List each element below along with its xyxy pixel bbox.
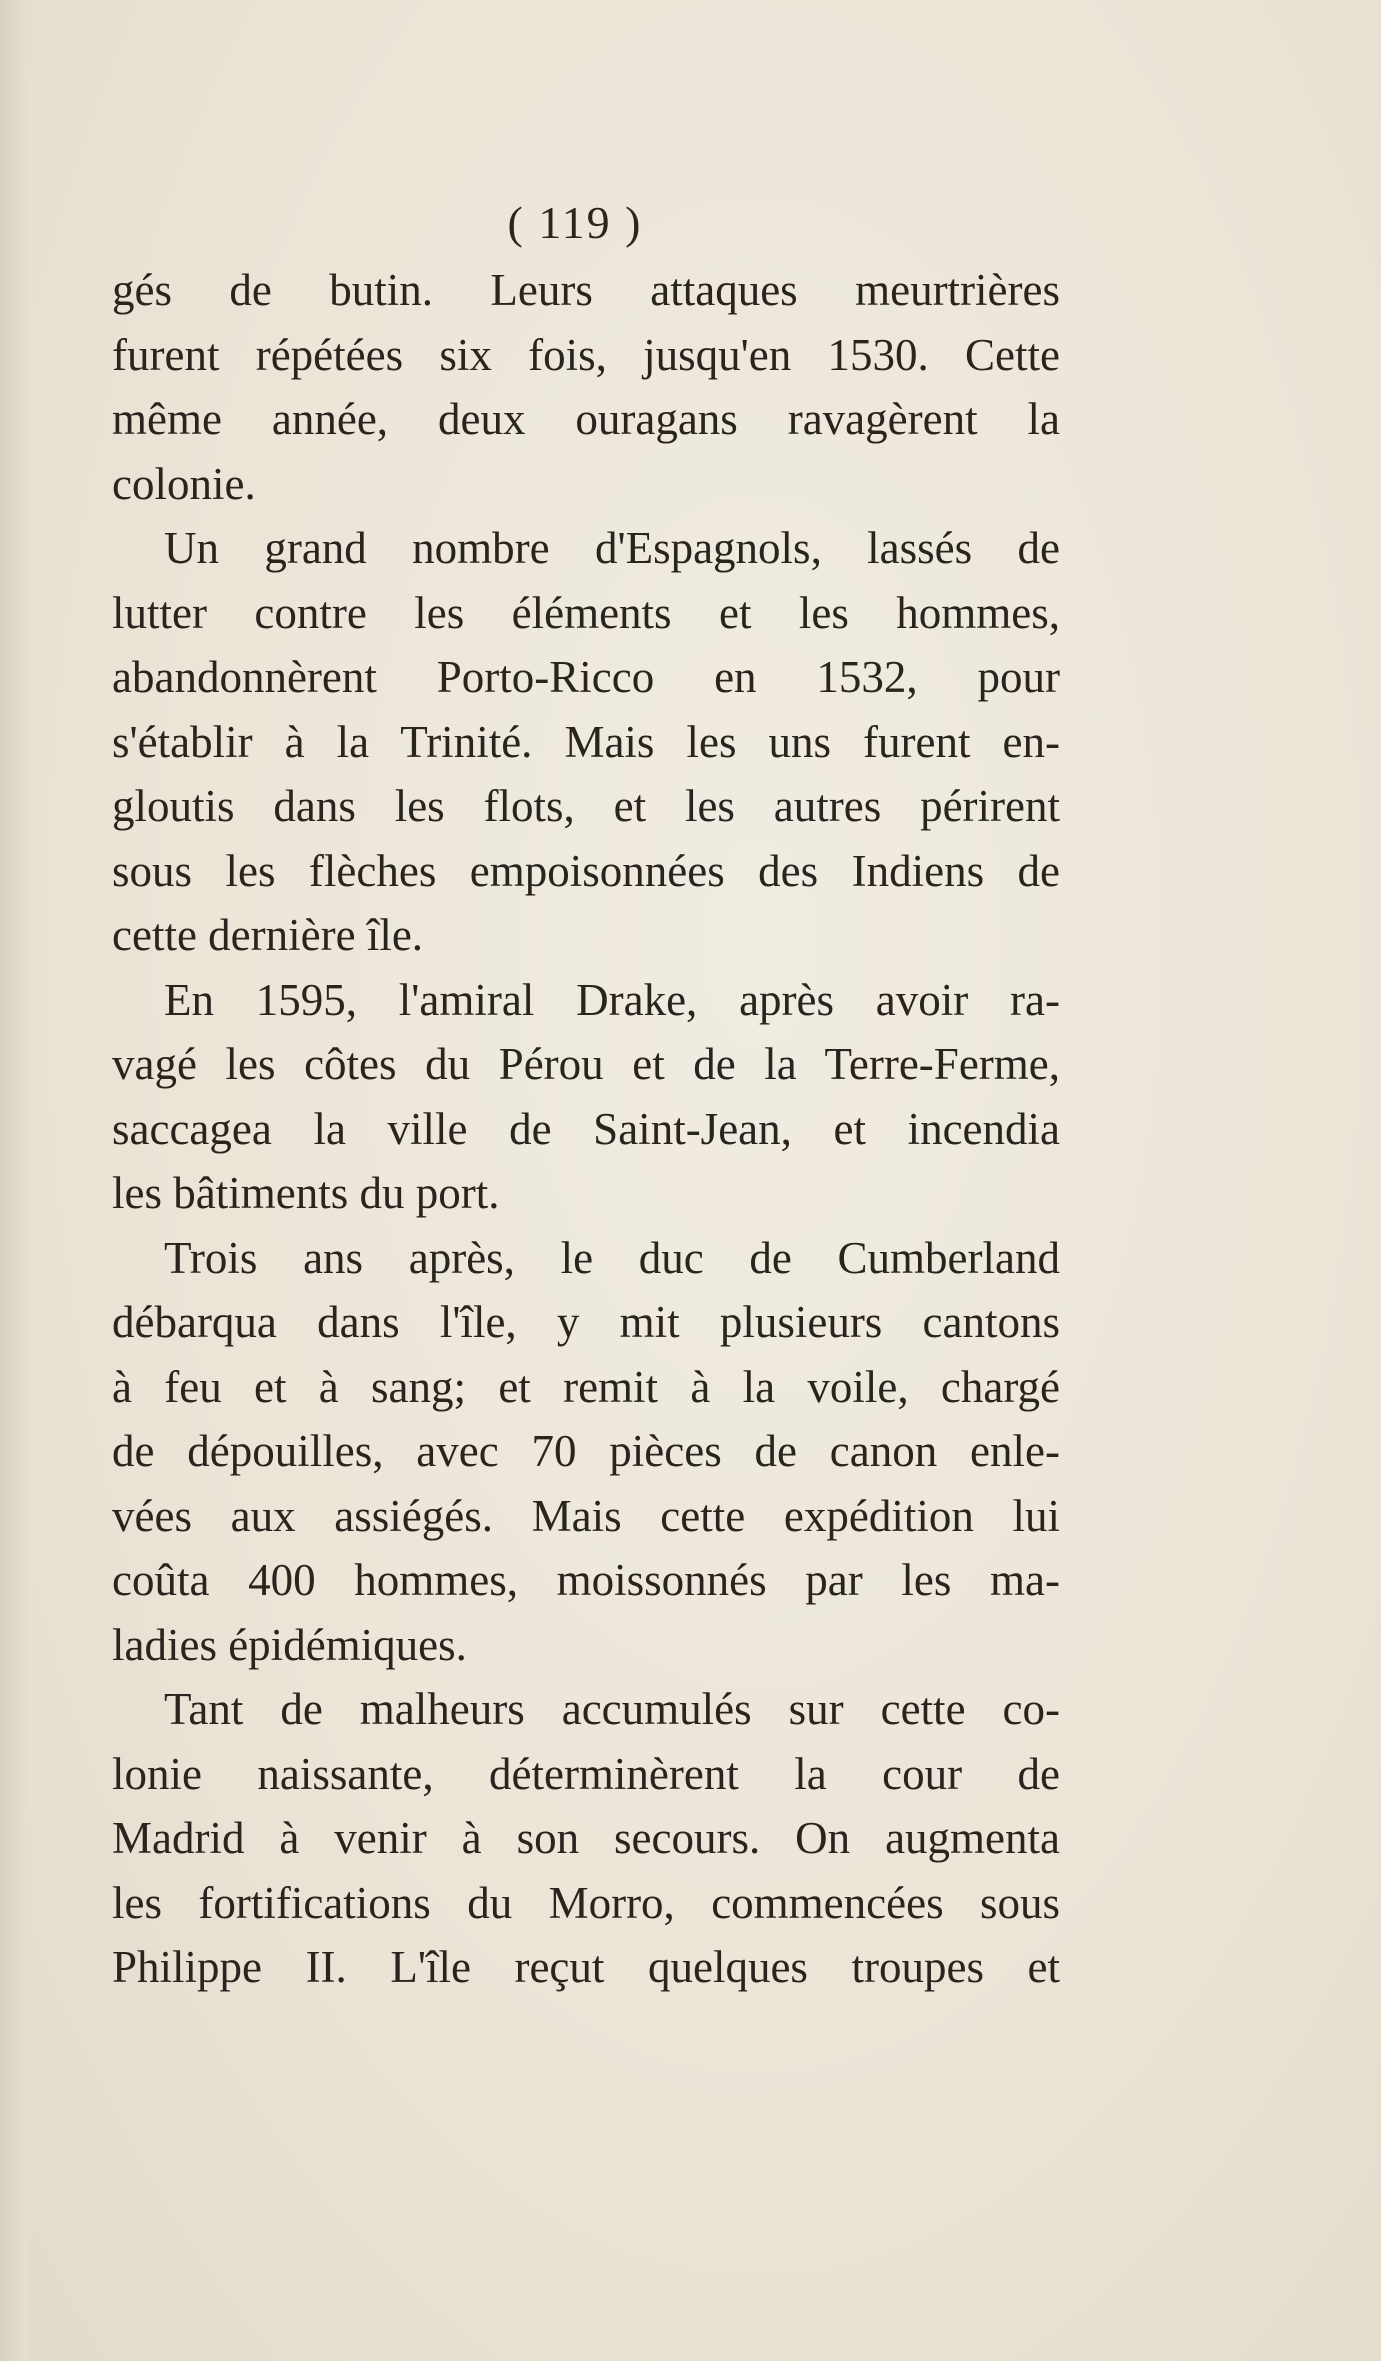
page-number: ( 119 ) <box>507 197 643 248</box>
text-line: furent répétées six fois, jusqu'en 1530. Cette <box>112 329 1060 380</box>
text-line: colonie. <box>112 458 256 509</box>
text-line: gloutis dans les flots, et les autres périrent <box>112 781 1060 831</box>
text-line: Trois ans après, le duc de Cumberland <box>164 1232 1060 1283</box>
text-line: En 1595, l'amiral Drake, après avoir ra- <box>164 974 1060 1025</box>
page-gutter <box>0 0 28 2361</box>
text-line: Madrid à venir à son secours. On augmenta <box>112 1813 1060 1863</box>
text-line: les fortifications du Morro, commencées sous <box>112 1877 1060 1928</box>
text-line: les bâtiments du port. <box>112 1168 500 1218</box>
text-line: sous les flèches empoisonnées des Indiens de <box>112 845 1060 896</box>
text-line: ladies épidémiques. <box>112 1619 467 1670</box>
text-line: vagé les côtes du Pérou et de la Terre-Ferme, <box>112 1039 1060 1089</box>
text-line: lonie naissante, déterminèrent la cour de <box>112 1748 1060 1799</box>
text-line: de dépouilles, avec 70 pièces de canon enle- <box>112 1426 1060 1476</box>
text-line: s'établir à la Trinité. Mais les uns furent en- <box>112 716 1060 767</box>
text-line: coûta 400 hommes, moissonnés par les ma- <box>112 1555 1060 1605</box>
text-line: gés de butin. Leurs attaques meurtrières <box>112 265 1060 315</box>
body-text <box>112 258 1060 2000</box>
text-line: lutter contre les éléments et les hommes, <box>112 587 1060 638</box>
text-line: Tant de malheurs accumulés sur cette co- <box>164 1684 1060 1734</box>
text-line: Philippe II. L'île reçut quelques troupes et <box>112 1942 1060 1992</box>
text-line: débarqua dans l'île, y mit plusieurs cantons <box>112 1297 1060 1347</box>
text-line: saccagea la ville de Saint-Jean, et incendia <box>112 1103 1060 1154</box>
text-line: à feu et à sang; et remit à la voile, chargé <box>112 1361 1060 1412</box>
text-line: Un grand nombre d'Espagnols, lassés de <box>164 523 1060 573</box>
text-line: vées aux assiégés. Mais cette expédition lui <box>112 1490 1060 1541</box>
text-line: cette dernière île. <box>112 910 424 960</box>
text-line: abandonnèrent Porto-Ricco en 1532, pour <box>112 652 1060 702</box>
text-line: même année, deux ouragans ravagèrent la <box>112 394 1060 444</box>
